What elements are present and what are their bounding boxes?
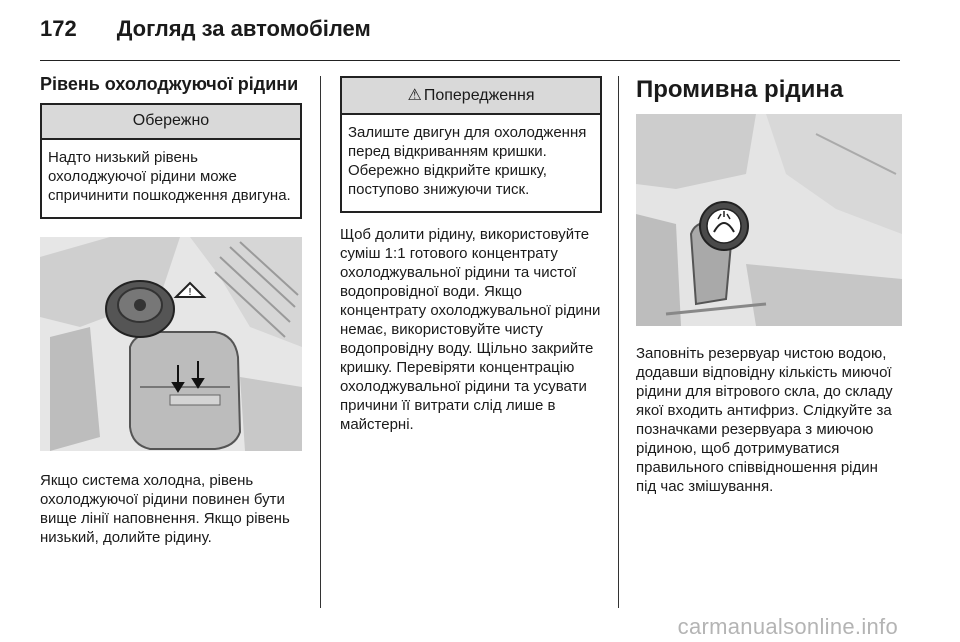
section-title-coolant: Рівень охолоджуючої рідини	[40, 74, 299, 94]
washer-paragraph: Заповніть резервуар чистою водою, додавши відповідну кількість миючої рідини для вітрового скла, до складу якої входить антифриз. Слідкуйте за позначками резервуара з миючою рідиною, щоб дотримуватися правильного співвідношення рідин під час змішування.	[636, 345, 893, 495]
warning-text: Залиште двигун для охолодження перед відкриванням кришки. Обережно відкрийте кришку, поступово знижуючи тиск.	[348, 124, 587, 198]
caution-text: Надто низький рівень охолоджуючої рідини може спричинити пошкодження двигуна.	[48, 149, 291, 204]
coolant-reservoir-icon	[40, 237, 302, 451]
column-coolant-level	[40, 72, 302, 547]
caution-box	[40, 103, 302, 219]
warning-header	[342, 78, 600, 115]
caution-title: Обережно	[42, 105, 300, 140]
column-divider-2	[618, 76, 619, 608]
refill-paragraph: Щоб долити рідину, використовуйте суміш 1:1 готового концентрату охолоджувальної рідини та чистої водопровідної води. Якщо концентрату охолоджувальної рідини немає, використовуйте чисту водопровідну воду. Щільно закрийте кришку. Перевіряти концентрацію охолоджувальної рідини та усувати причини її витрати слід лише в майстерні.	[340, 226, 601, 433]
page-number: 172	[40, 16, 77, 41]
header-divider	[40, 60, 900, 61]
washer-fluid-reservoir-icon	[636, 114, 902, 326]
warning-icon: ⚠	[407, 87, 422, 104]
section-title-washer: Промивна рідина	[636, 76, 844, 103]
page-title: Догляд за автомобілем	[116, 16, 371, 41]
page-header	[40, 12, 371, 46]
watermark-text: carmanualsonline.info	[677, 614, 898, 639]
column-warning	[340, 76, 602, 434]
column-washer-fluid	[636, 72, 902, 496]
coolant-reservoir-image	[40, 237, 302, 451]
washer-reservoir-image	[636, 114, 902, 326]
warning-title: Попередження	[423, 87, 535, 104]
svg-text:!: !	[187, 287, 193, 298]
column-divider-1	[320, 76, 321, 608]
coolant-paragraph: Якщо система холодна, рівень охолоджуючої рідини повинен бути вище лінії наповнення. Якщо рівень низький, долийте рідину.	[40, 472, 290, 546]
warning-box	[340, 76, 602, 213]
